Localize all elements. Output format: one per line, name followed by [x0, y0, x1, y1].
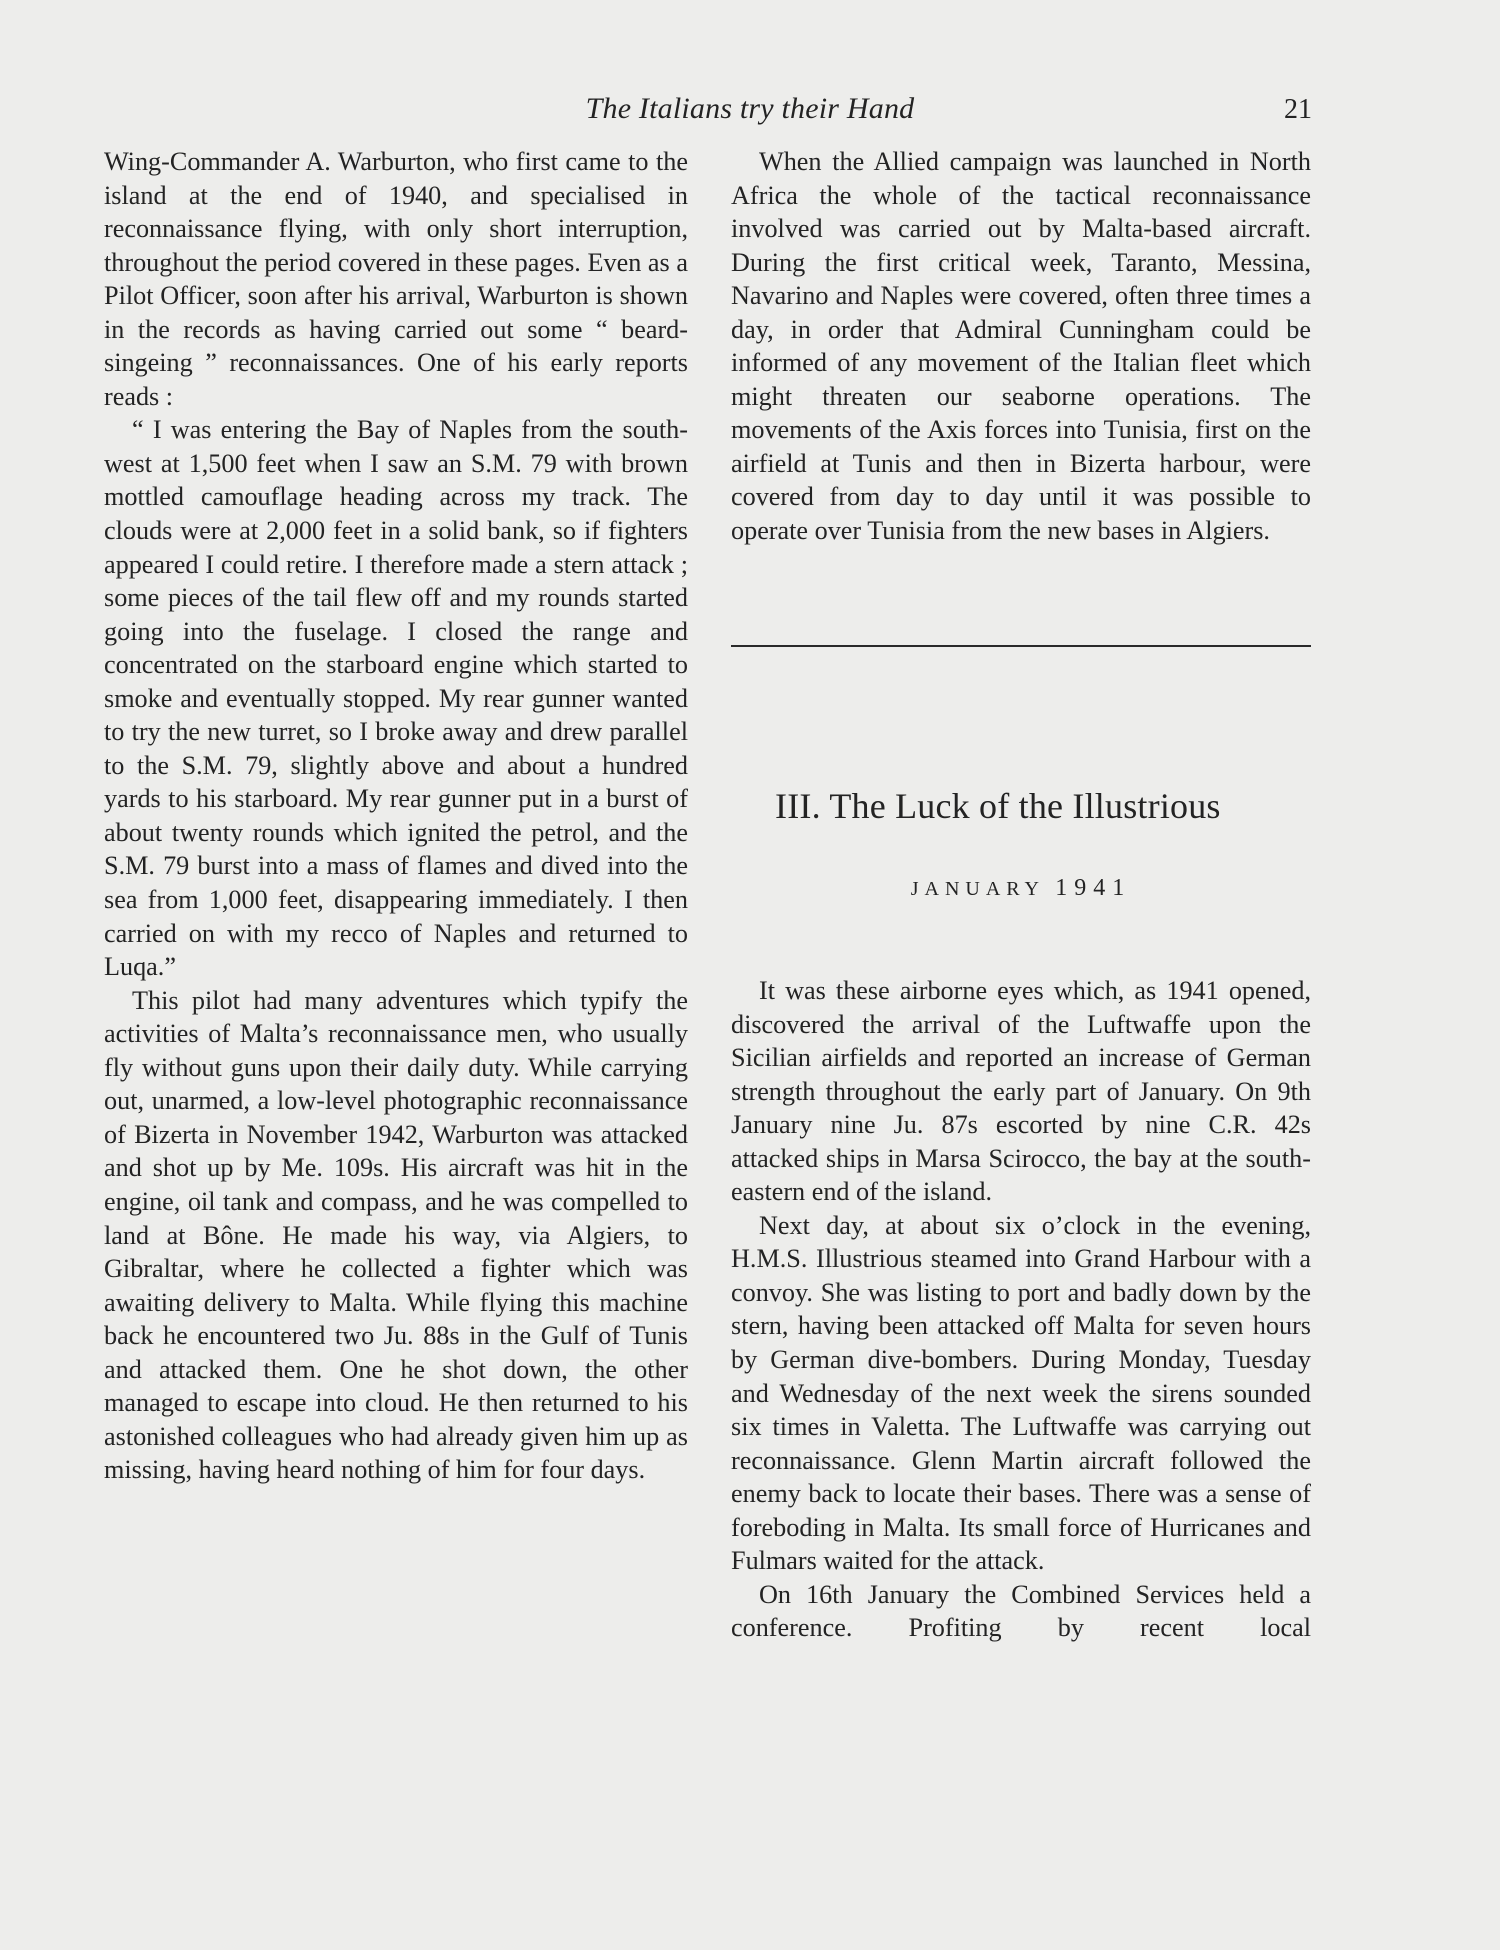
running-title: The Italians try their Hand: [585, 92, 915, 125]
chapter-heading: III. The Luck of the Illustrious: [775, 786, 1221, 826]
paragraph-allied-campaign: When the Allied campaign was launched in North Africa the whole of the tactical reconnaissance involved was carried out by Malta-based aircraft. During the first critical week, Taranto, Messina, Navarino and Naples were covered, often three times a day, in order that Admiral Cunningham could be informed of any movement of the Italian fleet which might threaten our seaborne operations. The movements of the Axis forces into Tunisia, first on the airfield at Tunis and then in Bizerta harbour, were covered from day to day until it was possible to operate over Tunisia from the new bases in Algiers.: [731, 147, 1311, 546]
chapter-date-month: JANUARY: [910, 878, 1045, 900]
paragraph-airborne-eyes: It was these airborne eyes which, as 1941 opened, discovered the arrival of the Luftwaffe upon the Sicilian airfields and reported an increase of German strength throughout the early part of January. On 9th January nine Ju. 87s escorted by nine C.R. 42s attacked ships in Marsa Scirocco, the bay at the south-eastern end of the island.: [731, 976, 1311, 1207]
chapter-date: [731, 875, 1311, 902]
section-divider: [731, 645, 1311, 647]
chapter-date-year: 1941: [1055, 875, 1132, 901]
right-column: [731, 145, 1311, 548]
paragraph-combined-services-conference: On 16th January the Combined Services held a conference. Profiting by recent local: [731, 1579, 1311, 1643]
chapter-body: [731, 974, 1311, 1645]
paragraph-pilot-adventures: This pilot had many adventures which typify the activities of Malta’s reconnaissance men, who usually fly without guns upon their daily duty. While carrying out, unarmed, a low-level photographic reconnaissance of Bizerta in November 1942, Warburton was attacked and shot up by Me. 109s. His aircraft was hit in the engine, oil tank and compass, and he was compelled to land at Bône. He made his way, via Algiers, to Gibraltar, where he collected a fighter which was awaiting delivery to Malta. While flying this machine back he encountered two Ju. 88s in the Gulf of Tunis and attacked them. One he shot down, the other managed to escape into cloud. He then returned to his astonished colleagues who had already given him up as missing, having heard nothing of him for four days.: [104, 985, 688, 1485]
page-number: 21: [1284, 94, 1312, 125]
running-head: [0, 92, 1500, 132]
paragraph-warburton-intro: Wing-Commander A. Warburton, who first came to the island at the end of 1940, and specialised in reconnaissance flying, with only short interruption, throughout the period covered in these pages. Even as a Pilot Officer, soon after his arrival, Warburton is shown in the records as having carried out some “ beard-singeing ” reconnaissances. One of his early reports reads :: [104, 147, 688, 411]
paragraph-illustrious-arrival: Next day, at about six o’clock in the evening, H.M.S. Illustrious steamed into Grand Harbour with a convoy. She was listing to port and badly down by the stern, having been attacked off Malta for seven hours by German dive-bombers. During Monday, Tuesday and Wednesday of the next week the sirens sounded six times in Valetta. The Luftwaffe was carrying out reconnaissance. Glenn Martin aircraft followed the enemy back to locate their bases. There was a sense of foreboding in Malta. Its small force of Hurricanes and Fulmars waited for the attack.: [731, 1210, 1311, 1576]
paragraph-warburton-report-quote: “ I was entering the Bay of Naples from the south-west at 1,500 feet when I saw an S.M. 79 with brown mottled camouflage heading across my track. The clouds were at 2,000 feet in a solid bank, so if fighters appeared I could retire. I therefore made a stern attack ; some pieces of the tail flew off and my rounds started going into the fuselage. I closed the range and concentrated on the starboard engine which started to smoke and eventually stopped. My rear gunner wanted to try the new turret, so I broke away and drew parallel to the S.M. 79, slightly above and about a hundred yards to his starboard. My rear gunner put in a burst of about twenty rounds which ignited the petrol, and the S.M. 79 burst into a mass of flames and dived into the sea from 1,000 feet, disappearing immediately. I then carried on with my recco of Naples and returned to Luqa.”: [104, 415, 688, 982]
left-column: [104, 145, 688, 1487]
